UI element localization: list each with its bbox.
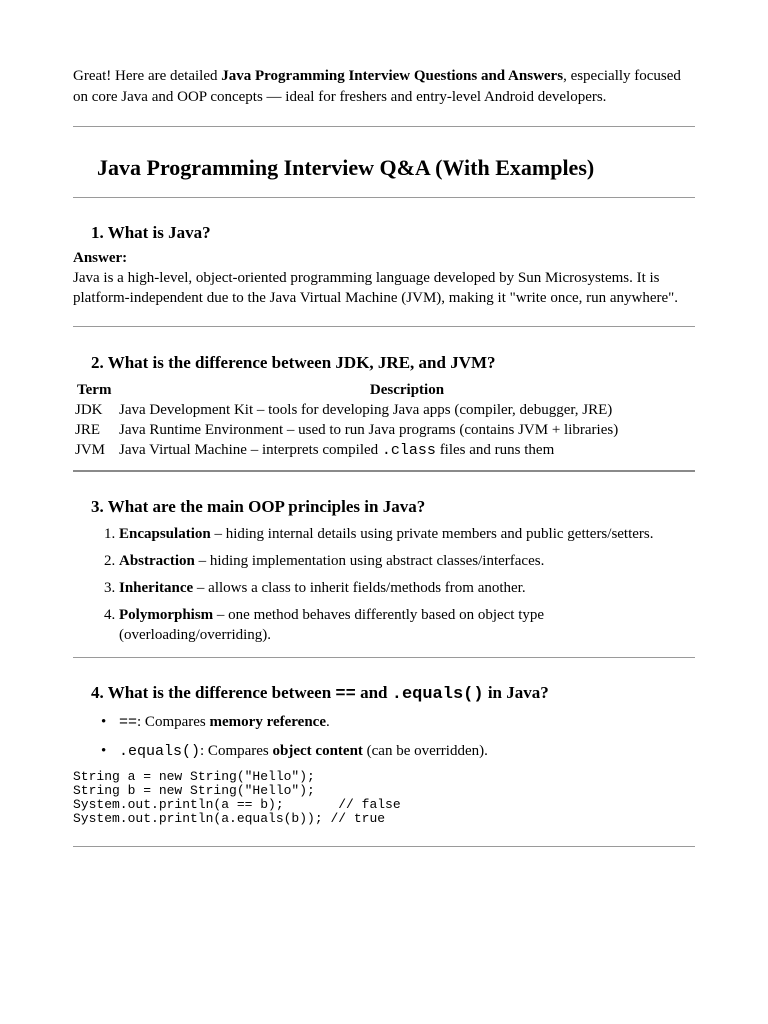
divider [73,126,695,127]
list-item [119,578,695,598]
divider [73,197,695,198]
answer-label: Answer: [73,250,128,266]
oop-principles-list [73,524,695,645]
heading-text: and [355,683,392,702]
principle-name: Abstraction [119,553,195,569]
table-cell-description: Java Runtime Environment – used to run Java programs (contains JVM + libraries) [119,422,619,438]
description-text: files and runs them [435,442,555,458]
intro-bold: Java Programming Interview Questions and Answers [221,68,564,84]
heading-text: in Java? [483,683,549,702]
principle-text: – hiding implementation using abstract classes/interfaces. [194,553,545,569]
bullet-text: (can be overridden). [362,743,488,759]
principle-text: – allows a class to inherit fields/methods from another. [193,580,526,596]
column-header-term: Term [77,382,112,398]
principle-name: Encapsulation [119,526,211,542]
question-1-heading: 1. What is Java? [91,223,211,242]
table-cell-term: JVM [75,442,106,458]
document-content [73,66,695,847]
intro-paragraph [73,66,695,108]
list-item [119,524,695,544]
column-header-description: Description [369,382,445,398]
table-header-row [73,380,695,400]
inline-code: == [335,685,356,704]
code-block: String a = new String("Hello"); String b = new String("Hello"); System.out.println(a == b); // false System.out.println(a.equals(b)); // true [73,769,401,826]
answer-text: Java is a high-level, object-oriented programming language developed by Sun Microsystems. It is platform-independent due to the Java Virtual Machine (JVM), making it "write once, run anywhere". [73,270,679,306]
comparison-list [73,712,695,762]
principle-text: – one method behaves differently based on object type (overloading/overriding). [119,607,545,643]
divider [73,470,695,472]
description-text: Java Virtual Machine – interprets compiled [119,442,382,458]
page-title: Java Programming Interview Q&A (With Examples) [97,155,595,180]
table-row [73,400,695,420]
table-row [73,440,695,461]
divider [73,657,695,658]
question-3-heading: 3. What are the main OOP principles in Java? [91,497,426,516]
heading-text: 4. What is the difference between [91,683,336,702]
principle-text: – hiding internal details using private members and public getters/setters. [210,526,654,542]
list-item [101,741,695,762]
inline-code: .equals() [391,685,484,704]
divider [73,326,695,327]
bullet-icon: • [101,714,107,730]
bullet-bold: object content [272,743,363,759]
table-cell-description [119,440,695,461]
inline-code: .equals() [119,743,201,760]
principle-name: Inheritance [119,580,194,596]
table-cell-description: Java Development Kit – tools for developing Java apps (compiler, debugger, JRE) [119,402,613,418]
intro-suffix: , especially focused on core Java and OOP concepts — ideal for freshers and entry-level Android developers. [73,68,681,105]
table-row [73,420,695,440]
list-item [119,551,695,571]
list-item [101,712,695,733]
bullet-text: . [325,714,330,730]
question-4-heading [73,682,695,706]
inline-code: .class [381,442,436,459]
jdk-jre-jvm-table [73,380,695,461]
bullet-icon: • [101,743,107,759]
divider [73,846,695,847]
bullet-bold: memory reference [209,714,326,730]
intro-prefix: Great! Here are detailed [73,68,222,84]
table-cell-term: JRE [75,422,101,438]
principle-name: Polymorphism [119,607,214,623]
table-cell-term: JDK [75,402,103,418]
bullet-text: : Compares [200,743,273,759]
question-2-heading: 2. What is the difference between JDK, JRE, and JVM? [91,353,496,372]
bullet-text: : Compares [137,714,210,730]
list-item [119,605,695,645]
inline-code: == [119,714,138,731]
